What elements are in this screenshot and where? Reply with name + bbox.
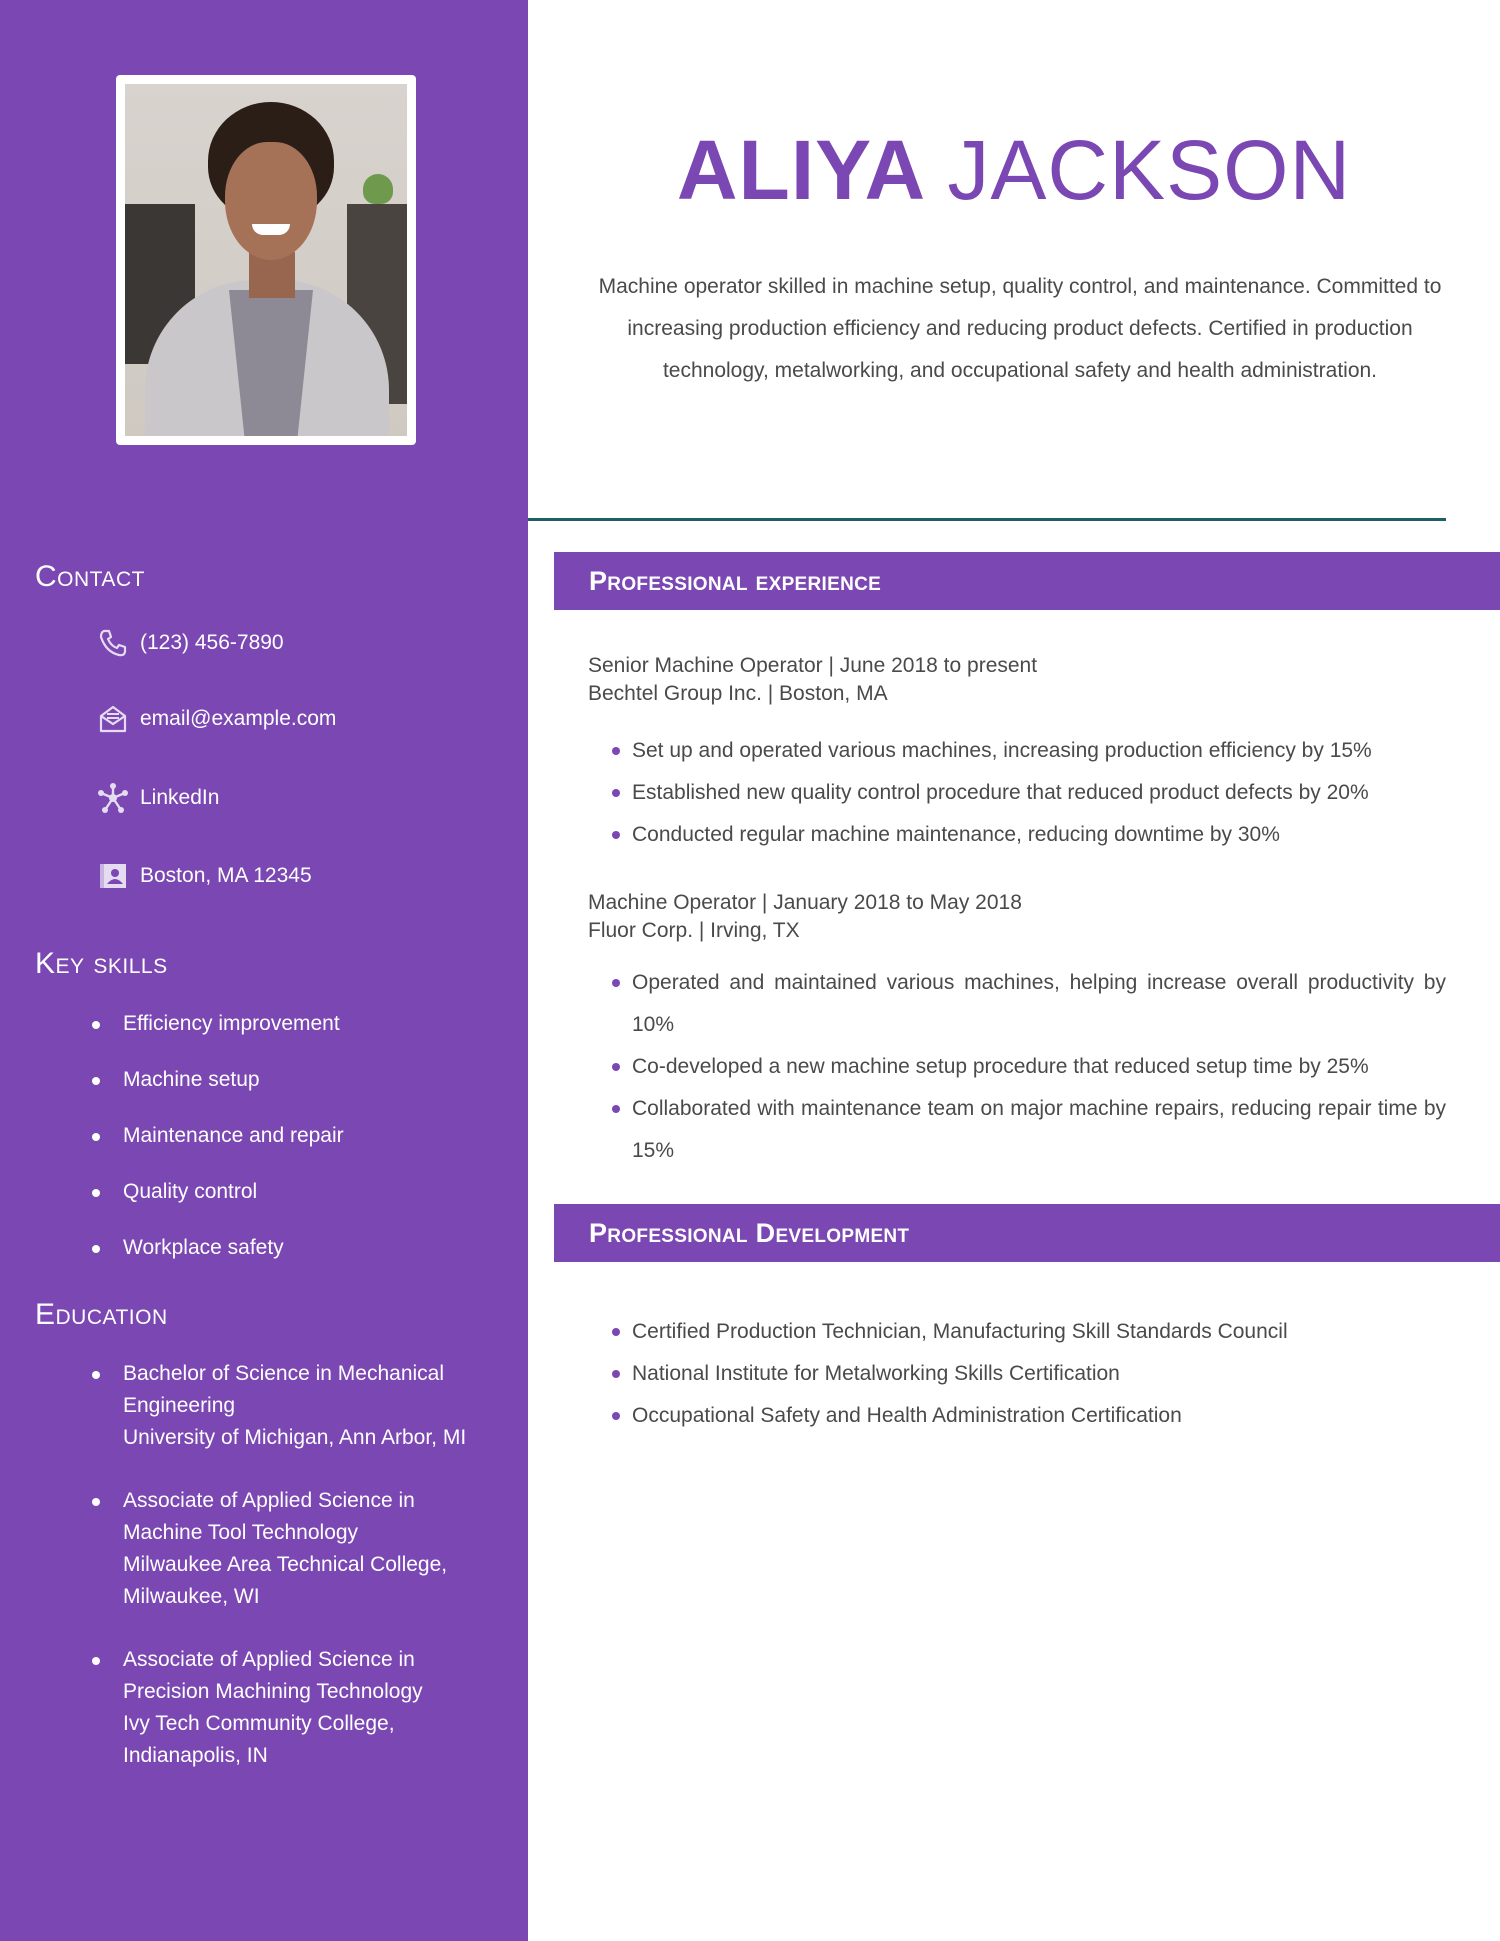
- job-bullet: Operated and maintained various machines, helping increase overall productivity by 10%: [588, 962, 1446, 1046]
- sidebar: [0, 0, 528, 1941]
- education-degree: Associate of Applied Science in Machine Tool Technology: [123, 1489, 415, 1544]
- address-text: Boston, MA 12345: [140, 864, 312, 887]
- job-title: Senior Machine Operator | June 2018 to present: [588, 654, 1038, 677]
- phone-text[interactable]: (123) 456-7890: [140, 631, 284, 654]
- email-icon: [96, 702, 130, 736]
- skills-heading: Key skills: [35, 947, 168, 980]
- profile-photo-frame: [116, 75, 416, 445]
- development-heading: Professional Development: [554, 1204, 1500, 1262]
- development-item: Occupational Safety and Health Administration Certification: [588, 1395, 1446, 1437]
- education-item: [0, 1485, 470, 1613]
- summary-text: Machine operator skilled in machine setup, quality control, and maintenance. Committed to increasing production efficiency and reducing product defects. Certified in production technology, metalworking, and occupational safety and health administration.: [598, 275, 1442, 382]
- contact-email: [96, 699, 336, 739]
- job-title: Machine Operator | January 2018 to May 2018: [588, 891, 1022, 914]
- education-item: [0, 1358, 470, 1454]
- job-bullet: Co-developed a new machine setup procedure that reduced setup time by 25%: [588, 1046, 1446, 1088]
- contact-heading: Contact: [35, 560, 145, 593]
- experience-heading: Professional experience: [554, 552, 1500, 610]
- email-text[interactable]: email@example.com: [140, 707, 337, 730]
- education-degree: Associate of Applied Science in Precision Machining Technology: [123, 1648, 423, 1703]
- job-bullet: Set up and operated various machines, increasing production efficiency by 15%: [588, 730, 1446, 772]
- first-name: ALIYA: [676, 123, 924, 217]
- contact-phone: [96, 623, 284, 663]
- skill-item: Efficiency improvement: [0, 1008, 344, 1040]
- contact-linkedin: [96, 778, 219, 818]
- education-item: [0, 1644, 470, 1772]
- education-school: University of Michigan, Ann Arbor, MI: [123, 1426, 467, 1449]
- phone-icon: [96, 626, 130, 660]
- profile-photo: [125, 84, 407, 436]
- linkedin-link[interactable]: LinkedIn: [140, 786, 220, 809]
- skills-list: [0, 1008, 344, 1264]
- skill-item: Workplace safety: [0, 1232, 344, 1264]
- education-heading: Education: [35, 1298, 168, 1331]
- job-bullet: Collaborated with maintenance team on major machine repairs, reducing repair time by 15%: [588, 1088, 1446, 1172]
- job-bullet: Established new quality control procedure that reduced product defects by 20%: [588, 772, 1446, 814]
- development-item: Certified Production Technician, Manufacturing Skill Standards Council: [588, 1311, 1446, 1353]
- education-school: Ivy Tech Community College, Indianapolis, IN: [123, 1712, 395, 1767]
- skill-item: Maintenance and repair: [0, 1120, 344, 1152]
- contact-address: [96, 856, 312, 896]
- job-bullets: [588, 730, 1446, 856]
- development-item: National Institute for Metalworking Skills Certification: [588, 1353, 1446, 1395]
- last-name: JACKSON: [947, 123, 1352, 217]
- address-card-icon: [96, 859, 130, 893]
- candidate-name: [528, 120, 1500, 220]
- development-list: [588, 1311, 1446, 1437]
- education-degree: Bachelor of Science in Mechanical Engineering: [123, 1362, 445, 1417]
- skill-item: Machine setup: [0, 1064, 344, 1096]
- skill-item: Quality control: [0, 1176, 344, 1208]
- job-bullets: [588, 962, 1446, 1172]
- network-icon: [96, 781, 130, 815]
- section-divider: [528, 518, 1446, 521]
- education-list: [0, 1358, 470, 1772]
- education-school: Milwaukee Area Technical College, Milwaukee, WI: [123, 1553, 448, 1608]
- job-company: Fluor Corp. | Irving, TX: [588, 919, 800, 942]
- job-bullet: Conducted regular machine maintenance, reducing downtime by 30%: [588, 814, 1446, 856]
- job-company: Bechtel Group Inc. | Boston, MA: [588, 682, 888, 705]
